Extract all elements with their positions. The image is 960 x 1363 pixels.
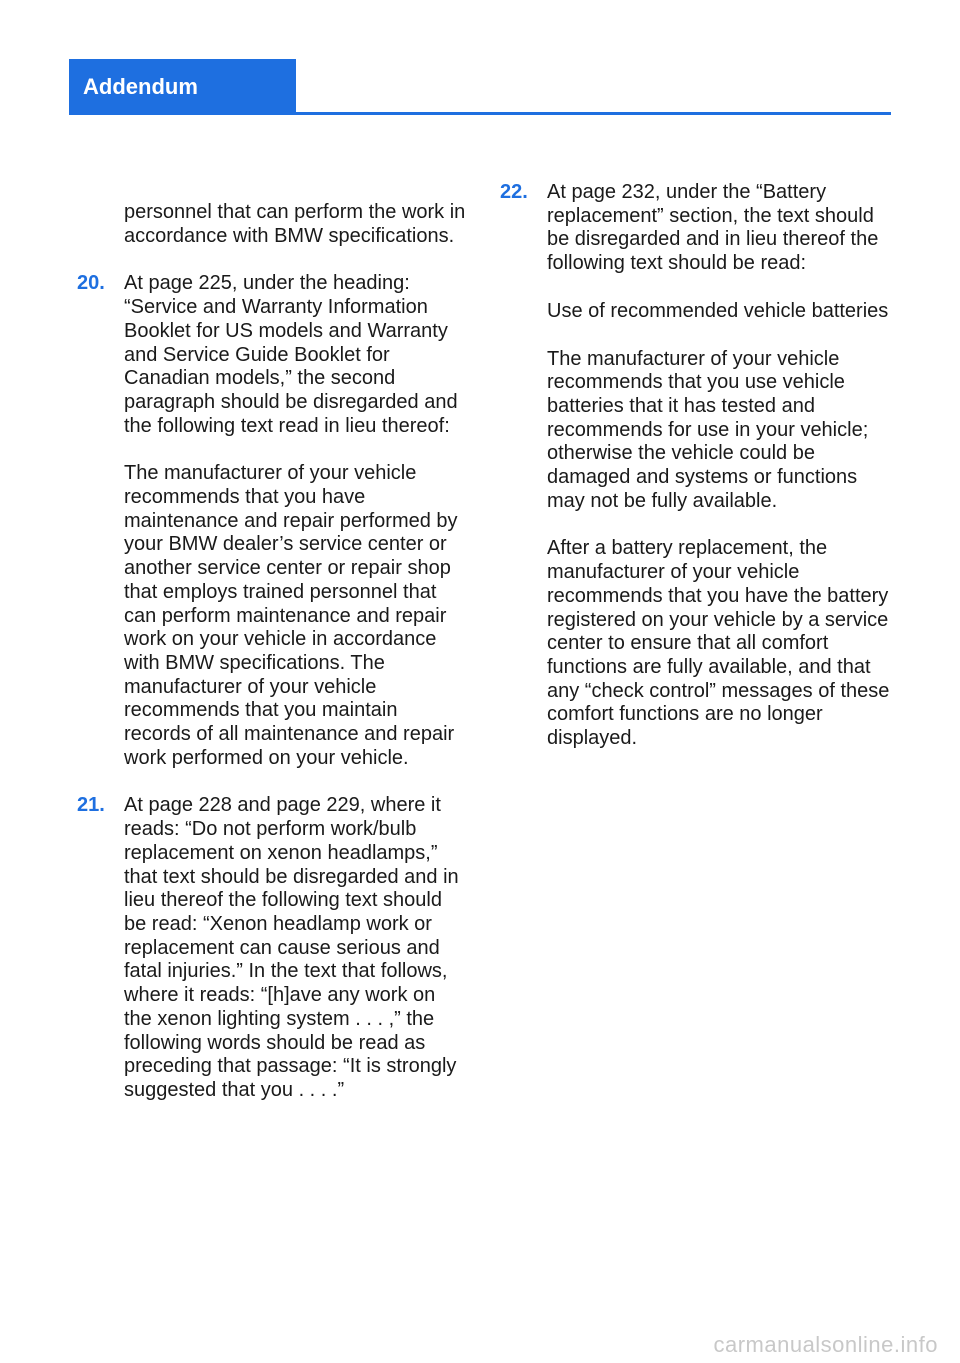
- right-column: [500, 181, 892, 775]
- left-column: [77, 181, 467, 1127]
- list-item-22: [500, 181, 892, 751]
- item-number: 20.: [77, 272, 105, 295]
- item-paragraph: After a battery replacement, the manufacturer of your vehicle recommends that you have the battery registered on your vehicle by a service center to ensure that all comfort functions are fully available, and that any “check control” messages of these comfort functions are no longer displayed.: [547, 537, 890, 750]
- item-subheading: Use of recommended vehicle batteries: [547, 299, 889, 322]
- list-item-20: [77, 272, 467, 770]
- watermark-text: carmanualsonline.info: [713, 1332, 938, 1357]
- item-paragraph: At page 232, under the “Battery replacement” section, the text should be disregarded and in lieu thereof the following text should be read:: [547, 181, 879, 275]
- continuation-paragraph: personnel that can perform the work in accordance with BMW specifications.: [124, 201, 466, 247]
- item-paragraph: The manufacturer of your vehicle recommends that you have maintenance and repair performed by your BMW dealer’s service center or another service center or repair shop that employs trained personnel that can perform maintenance and repair work on your vehicle in accordance with BMW specifications. The manufacturer of your vehicle recommends that you maintain records of all maintenance and repair work performed on your vehicle.: [124, 462, 458, 769]
- item-paragraph: The manufacturer of your vehicle recommends that you use vehicle batteries that it has tested and recommends for use in your vehicle; otherwise the vehicle could be damaged and systems or functions may not be fully available.: [547, 347, 869, 512]
- item-number: 21.: [77, 794, 105, 817]
- item-number: 22.: [500, 181, 528, 203]
- section-header-tab: [69, 59, 296, 114]
- header-rule: [69, 112, 891, 115]
- list-item-21: [77, 794, 467, 1102]
- section-title: Addendum: [83, 74, 198, 99]
- item-paragraph: At page 225, under the heading: “Service and Warranty Information Booklet for US models and Warranty and Service Guide Booklet for Canadian models,” the second paragraph should be disregarded and the following text read in lieu thereof:: [124, 272, 458, 437]
- item-paragraph: At page 228 and page 229, where it reads: “Do not perform work/bulb replacement on xenon headlamps,” that text should be disregarded and in lieu thereof the following text should be read: “Xenon headlamp work or replacement can cause serious and fatal injuries.” In the text that follows, where it reads: “[h]ave any work on the xenon lighting system . . . ,” the following words should be read as preceding that passage: “It is strongly suggested that you . . . .”: [124, 794, 459, 1101]
